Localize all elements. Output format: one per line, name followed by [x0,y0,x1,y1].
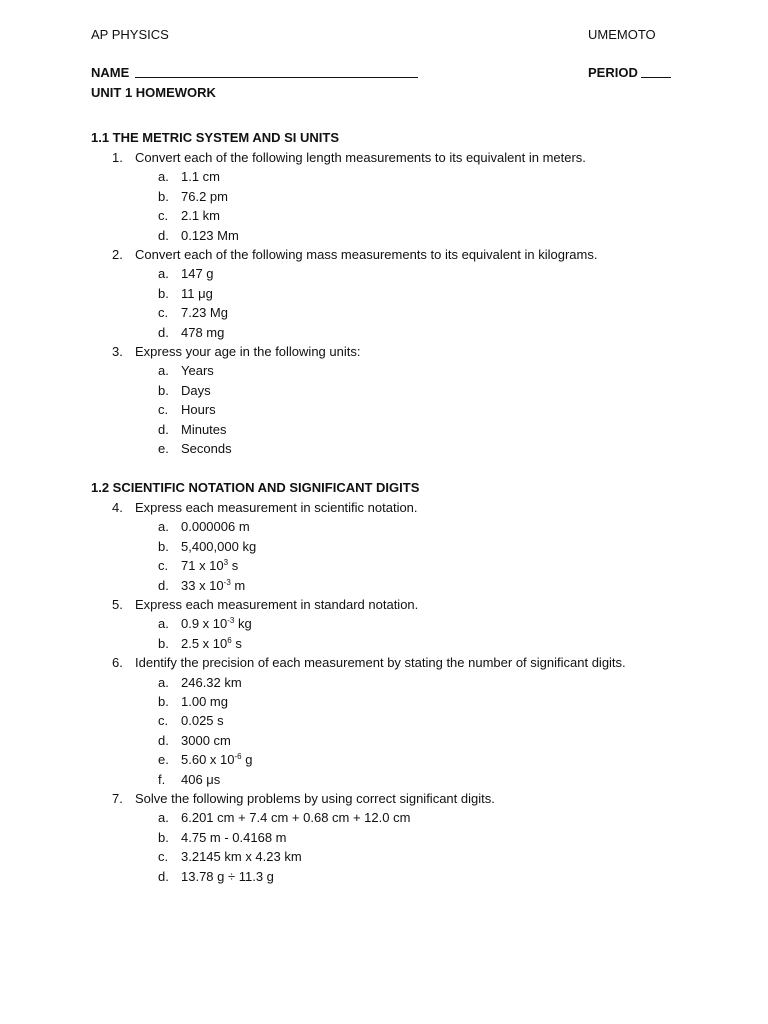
option-letter: c. [158,558,169,574]
course-title: AP PHYSICS [91,27,169,42]
answer-option [158,558,238,573]
option-letter: f. [158,771,166,787]
option-text: 11 μg [181,285,213,301]
option-base: 2.5 x 10 [181,635,228,651]
section-heading: 1.1 THE METRIC SYSTEM AND SI UNITS [91,130,339,145]
option-text: 0.025 s [181,713,224,729]
option-letter: d. [158,227,169,243]
answer-option [158,713,224,728]
option-letter: a. [158,616,169,632]
option-letter: e. [158,441,169,456]
answer-option [158,305,228,320]
question-number: 7. [112,791,123,806]
option-base: 33 x 10 [181,577,224,593]
unit-title: UNIT 1 HOMEWORK [91,85,216,100]
answer-option [158,325,224,340]
answer-option [158,519,250,534]
page-header [91,27,660,43]
answer-option [158,849,302,864]
answer-option [158,675,242,690]
option-text: 6.201 cm + 7.4 cm + 0.68 cm + 12.0 cm [181,810,411,826]
answer-option [158,228,239,243]
question-number: 2. [112,247,123,262]
option-text: Seconds [181,441,232,456]
option-text: 3.2145 km x 4.23 km [181,849,302,865]
option-unit: m [230,577,246,593]
period-label: PERIOD [588,65,638,80]
option-base: 71 x 10 [181,558,224,574]
option-unit: kg [234,616,252,632]
option-letter: c. [158,305,169,321]
option-letter: a. [158,169,169,185]
option-text: 0.000006 m [181,519,250,535]
answer-option [158,383,211,398]
section-heading: 1.2 SCIENTIFIC NOTATION AND SIGNIFICANT DIGITS [91,480,420,495]
option-letter: d. [158,868,169,884]
answer-option [158,169,220,184]
answer-option [158,694,228,709]
option-letter: d. [158,577,169,593]
question-item [112,500,418,515]
option-letter: a. [158,674,169,690]
option-letter: b. [158,635,169,651]
answer-option [158,208,220,223]
question-item [112,344,360,359]
option-letter: b. [158,188,169,204]
option-letter: b. [158,285,169,301]
option-base: 5.60 x 10 [181,752,235,768]
option-text: 2.1 km [181,208,221,224]
answer-option [158,810,410,825]
question-number: 6. [112,655,123,671]
option-letter: d. [158,324,169,340]
option-text: 478 mg [181,324,225,340]
option-text: Days [181,382,211,398]
option-text: 5,400,000 kg [181,538,257,554]
option-letter: a. [158,519,169,535]
name-blank[interactable] [135,77,418,78]
answer-option [158,266,214,281]
answer-option [158,189,228,204]
option-text: Hours [181,402,216,418]
teacher-name: UMEMOTO [588,27,656,42]
option-letter: b. [158,694,169,709]
question-text: Identify the precision of each measurement by stating the number of significant digits. [135,655,626,671]
question-number: 5. [112,597,123,612]
option-exponent: -6 [234,752,242,762]
question-item [112,247,597,262]
period-blank[interactable] [641,65,671,78]
question-number: 1. [112,150,123,165]
answer-option [158,539,256,554]
option-letter: c. [158,402,169,418]
answer-option [158,733,231,748]
question-item [112,597,418,612]
option-unit: s [231,635,242,651]
option-text: Years [181,363,214,379]
option-exponent: -3 [227,616,235,626]
question-text: Solve the following problems by using correct significant digits. [135,791,495,806]
option-letter: b. [158,538,169,554]
option-text: 246.32 km [181,674,242,690]
answer-option [158,830,287,845]
option-text: Minutes [181,421,227,437]
option-letter: d. [158,421,169,437]
option-unit: s [228,558,239,574]
option-letter: c. [158,713,169,729]
option-letter: a. [158,810,169,826]
question-item [112,655,626,670]
option-letter: a. [158,363,169,379]
answer-option [158,752,252,767]
question-text: Convert each of the following length measurements to its equivalent in meters. [135,150,586,165]
option-letter: b. [158,829,169,845]
option-exponent: -3 [223,577,231,587]
option-base: 0.9 x 10 [181,616,228,632]
answer-option [158,636,242,651]
option-text: 7.23 Mg [181,305,228,321]
answer-option [158,772,220,787]
option-exponent: 3 [223,558,229,568]
option-letter: b. [158,382,169,398]
option-text: 4.75 m - 0.4168 m [181,829,287,845]
question-text: Express each measurement in standard notation. [135,597,419,612]
option-text: 147 g [181,266,214,282]
name-label: NAME [91,65,130,80]
option-text: 13.78 g ÷ 11.3 g [181,868,274,884]
option-text: 0.123 Mm [181,227,239,243]
option-letter: e. [158,752,169,768]
option-exponent: 6 [227,635,232,645]
option-text: 76.2 pm [181,188,228,204]
option-unit: g [241,752,253,768]
question-text: Express each measurement in scientific notation. [135,500,418,515]
option-text: 3000 cm [181,732,231,748]
answer-option [158,578,245,593]
answer-option [158,402,216,417]
answer-option [158,869,274,884]
answer-option [158,616,252,631]
option-text: 1.1 cm [181,169,221,185]
period-field [588,65,671,80]
answer-option [158,422,227,437]
question-item [112,791,495,806]
answer-option [158,286,213,301]
answer-option [158,363,214,378]
answer-option [158,441,232,456]
option-letter: d. [158,732,169,748]
option-text: 406 μs [181,771,221,787]
question-text: Convert each of the following mass measurements to its equivalent in kilograms. [135,247,598,262]
question-text: Express your age in the following units: [135,344,361,359]
option-letter: c. [158,849,169,865]
question-item [112,150,586,165]
option-letter: a. [158,266,169,282]
option-letter: c. [158,208,169,224]
option-text: 1.00 mg [181,694,228,709]
question-number: 4. [112,500,123,515]
question-number: 3. [112,344,123,359]
